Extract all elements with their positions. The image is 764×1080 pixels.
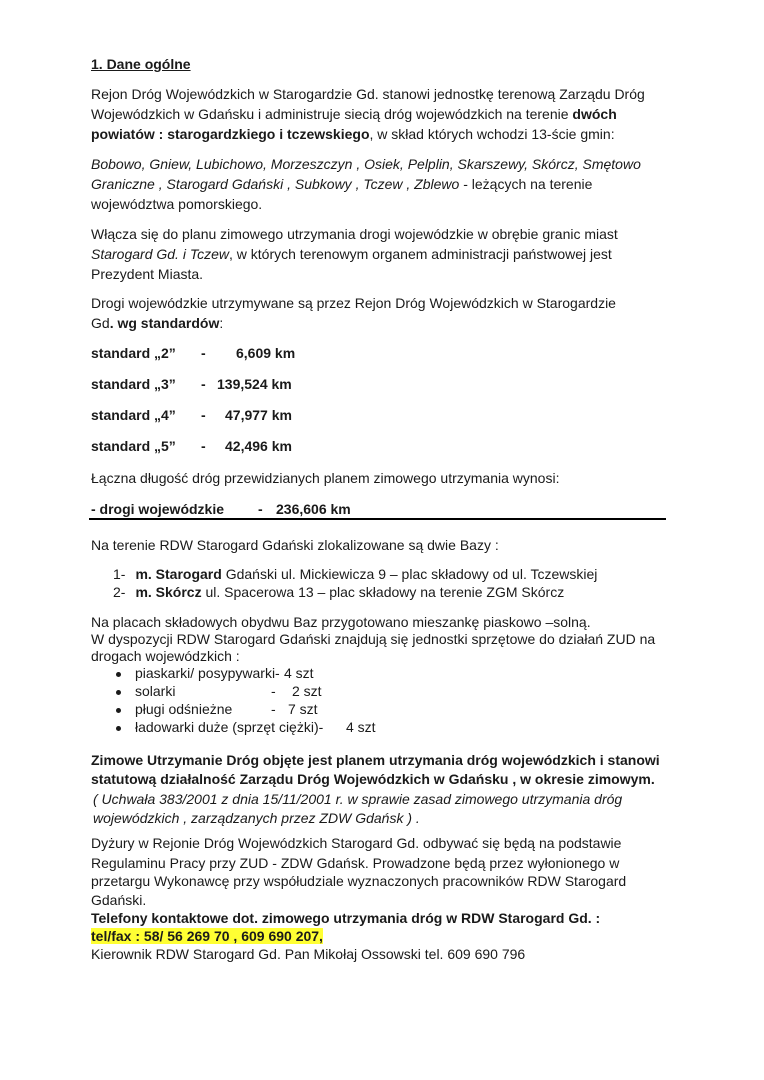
text: Gd xyxy=(91,315,110,331)
bullet-dot xyxy=(116,672,121,677)
bullet-dot xyxy=(116,726,121,731)
duty-line-4: Gdański. xyxy=(91,892,147,908)
equipment-name: pługi odśnieżne xyxy=(135,701,233,717)
text: - leżących na terenie xyxy=(459,176,593,192)
base-number: 1- xyxy=(113,566,126,582)
equipment-name: solarki xyxy=(135,683,176,699)
standard-row-dash: - xyxy=(201,438,206,454)
paragraph-rejon-line-2 xyxy=(91,106,617,122)
base-number: 2- xyxy=(113,584,126,600)
text-bold: powiatów : starogardzkiego i tczewskiego xyxy=(91,126,370,142)
text-italic: Starogard Gd. i Tczew xyxy=(91,246,229,262)
duty-line-2: Regulaminu Pracy przy ZUD - ZDW Gdańsk. Prowadzone będą przez wyłonionego w xyxy=(91,855,620,871)
contacts-phones xyxy=(91,928,323,944)
paragraph-sprzet-line-1: Na placach składowych obydwu Baz przygotowano mieszankę piaskowo –solną. xyxy=(91,614,591,630)
text-bold: dwóch xyxy=(572,106,617,122)
zud-line-1: Zimowe Utrzymanie Dróg objęte jest planem utrzymania dróg wojewódzkich i stanowi xyxy=(91,752,660,768)
equipment-count: 2 szt xyxy=(292,683,322,699)
text: Wojewódzkich w Gdańsku i administruje siecią dróg wojewódzkich na terenie xyxy=(91,106,573,122)
equipment-name: piaskarki/ posypywarki- xyxy=(135,665,280,681)
standard-row-dash: - xyxy=(201,376,206,392)
paragraph-sprzet-line-3: drogach wojewódzkich : xyxy=(91,648,240,664)
standard-row-name: standard „2” xyxy=(91,345,176,361)
total-intro: Łączna długość dróg przewidzianych planem zimowego utrzymania wynosi: xyxy=(91,470,560,486)
standard-row-dash: - xyxy=(201,407,206,423)
paragraph-miasta-line-1: Włącza się do planu zimowego utrzymania drogi wojewódzkie w obrębie granic miast xyxy=(91,226,618,242)
standard-row-value: 139,524 km xyxy=(217,376,292,392)
paragraph-miasta-line-2 xyxy=(91,246,612,262)
duty-line-1: Dyżury w Rejonie Dróg Wojewódzkich Starogard Gd. odbywać się będą na podstawie xyxy=(91,835,622,851)
standard-row-value: 6,609 km xyxy=(236,345,296,361)
text: : xyxy=(219,315,224,331)
gminy-list-line-3: województwa pomorskiego. xyxy=(91,196,263,212)
bases-intro: Na terenie RDW Starogard Gdański zlokalizowane są dwie Bazy : xyxy=(91,537,499,553)
equipment-count: 4 szt xyxy=(284,665,314,681)
equipment-name: ładowarki duże (sprzęt ciężki)- xyxy=(135,719,324,735)
paragraph-rejon-line-1: Rejon Dróg Wojewódzkich w Starogardzie Gd. stanowi jednostkę terenową Zarządu Dróg xyxy=(91,86,645,102)
equipment-count: 7 szt xyxy=(288,701,318,717)
base-address: ul. Spacerowa 13 – plac składowy na terenie ZGM Skórcz xyxy=(201,584,565,600)
zud-line-3: ( Uchwała 383/2001 z dnia 15/11/2001 r. w sprawie zasad zimowego utrzymania dróg xyxy=(93,791,623,807)
gminy-list-line-1: Bobowo, Gniew, Lubichowo, Morzeszczyn , Osiek, Pelplin, Skarszewy, Skórcz, Smętowo xyxy=(91,156,641,172)
section-heading: 1. Dane ogólne xyxy=(91,56,191,72)
text-bold: . wg standardów xyxy=(109,315,220,331)
equipment-dash: - xyxy=(271,683,276,699)
base-list-item xyxy=(113,584,564,600)
paragraph-sprzet-line-2: W dyspozycji RDW Starogard Gdański znajdują się jednostki sprzętowe do działań ZUD na xyxy=(91,631,656,647)
standard-row-value: 47,977 km xyxy=(225,407,292,423)
divider-line xyxy=(89,518,666,520)
base-list-item xyxy=(113,566,597,582)
bullet-dot xyxy=(116,690,121,695)
contacts-manager: Kierownik RDW Starogard Gd. Pan Mikołaj Ossowski tel. 609 690 796 xyxy=(91,946,526,962)
zud-line-4: wojewódzkich , zarządzanych przez ZDW Gdańsk ) . xyxy=(93,810,420,826)
base-town: m. Skórcz xyxy=(135,584,202,600)
standard-row-value: 42,496 km xyxy=(225,438,292,454)
text: , w których terenowym organem administracji państwowej jest xyxy=(229,246,612,262)
bullet-dot xyxy=(116,708,121,713)
equipment-dash: - xyxy=(271,701,276,717)
highlighted-phones: tel/fax : 58/ 56 269 70 , 609 690 207, xyxy=(91,928,323,944)
base-town: m. Starogard xyxy=(135,566,222,582)
contacts-title: Telefony kontaktowe dot. zimowego utrzymania dróg w RDW Starogard Gd. : xyxy=(91,910,601,926)
standard-row-name: standard „4” xyxy=(91,407,176,423)
duty-line-3: przetargu Wykonawcę przy współudziale wyznaczonych pracowników RDW Starogard xyxy=(91,873,627,889)
text: , w skład których wchodzi 13-ście gmin: xyxy=(369,126,615,142)
gminy-list-line-2 xyxy=(91,176,592,192)
paragraph-standardy-line-2 xyxy=(91,315,223,331)
paragraph-miasta-line-3: Prezydent Miasta. xyxy=(91,266,204,282)
paragraph-rejon-line-3 xyxy=(91,126,615,142)
paragraph-standardy-line-1: Drogi wojewódzkie utrzymywane są przez Rejon Dróg Wojewódzkich w Starogardzie xyxy=(91,295,616,311)
standard-row-name: standard „3” xyxy=(91,376,176,392)
total-value: 236,606 km xyxy=(276,501,351,517)
text-italic: Graniczne , Starogard Gdański , Subkowy , Tczew , Zblewo xyxy=(91,176,460,192)
total-dash: - xyxy=(258,501,263,517)
total-label: - drogi wojewódzkie xyxy=(91,501,225,517)
equipment-count: 4 szt xyxy=(346,719,376,735)
standard-row-name: standard „5” xyxy=(91,438,176,454)
standard-row-dash: - xyxy=(201,345,206,361)
base-address: Gdański ul. Mickiewicza 9 – plac składowy od ul. Tczewskiej xyxy=(221,566,598,582)
zud-line-2: statutową działalność Zarządu Dróg Wojewódzkich w Gdańsku , w okresie zimowym. xyxy=(91,771,655,787)
